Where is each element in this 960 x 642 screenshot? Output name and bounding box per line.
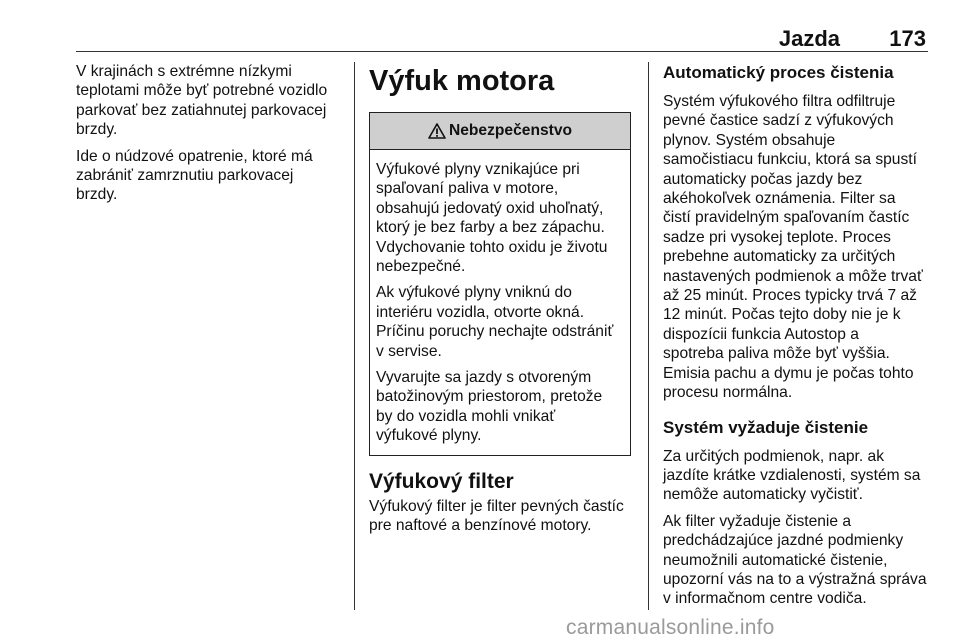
warning-triangle-icon [428, 123, 446, 139]
text-line: batožinovým priestorom, pretože [376, 388, 603, 406]
text-line: Ak filter vyžaduje čistenie a [663, 512, 852, 530]
page-number: 173 [889, 26, 926, 51]
text-line: jazdíte krátke vzdialenosti, systém sa [663, 466, 921, 484]
danger-box-body [370, 150, 630, 455]
text-line: Výfukový filter je filter pevných častíc [369, 497, 624, 515]
heading-exhaust: Výfuk motora [369, 65, 555, 97]
text-line: dispozícii funkcia Autostop a [663, 325, 859, 343]
text-line: Systém výfukového filtra odfiltruje [663, 93, 896, 110]
column-divider-2 [648, 62, 649, 610]
text-line: nastavených podmienok a môže trvať [663, 267, 923, 285]
heading-automatic-cleaning: Automatický proces čistenia [663, 63, 894, 82]
column-1 [76, 62, 346, 212]
paragraph [369, 497, 633, 536]
text-line: predchádzajúce jazdné podmienky [663, 532, 904, 550]
paragraph [376, 368, 624, 446]
text-line: automaticky počas jazdy bez [663, 170, 863, 188]
text-line: brzdy. [76, 121, 118, 139]
text-line: brzdy. [76, 186, 118, 204]
heading-cleaning-required: Systém vyžaduje čistenie [663, 417, 869, 437]
text-line: spotreba paliva môže byť vyššia. [663, 345, 890, 363]
text-line: v servise. [376, 342, 442, 360]
danger-box-header [370, 113, 630, 150]
paragraph [376, 160, 624, 276]
text-line: v informačnom centre vodiča. [663, 590, 867, 608]
text-line: Za určitých podmienok, napr. ak [663, 447, 885, 465]
text-line: neumožnili automatické čistenie, [663, 551, 888, 569]
text-line: nebezpečné. [376, 258, 466, 276]
paragraph [76, 147, 346, 205]
text-line: čistí pravidelným spaľovaním častíc [663, 209, 910, 227]
section-title: Jazda [778, 26, 840, 51]
text-line: samočistiacu funkciu, ktorá sa spustí [663, 151, 917, 169]
text-line: Ide o núdzové opatrenie, ktoré má [76, 147, 313, 165]
text-line: Vdychovanie tohto oxidu je životu [376, 238, 608, 256]
header-rule [76, 51, 928, 52]
text-line: teplotami môže byť potrebné vozidlo [76, 82, 328, 100]
text-line: výfukové plyny. [376, 427, 482, 445]
text-line: Výfukové plyny vznikajúce pri [376, 161, 580, 178]
text-line: spaľovaní paliva v motore, [376, 180, 559, 198]
text-line: V krajinách s extrémne nízkymi [76, 63, 292, 80]
text-line: Príčinu poruchy nechajte odstrániť [376, 323, 614, 341]
text-line: upozorní vás na to a výstražná správa [663, 570, 927, 588]
text-line: plynov. Systém obsahuje [663, 131, 836, 149]
text-line: obsahujú jedovatý oxid uhoľnatý, [376, 199, 604, 217]
paragraph [76, 62, 346, 140]
page-header [76, 26, 928, 52]
text-line: až 25 minút. Proces typicky trvá 7 až [663, 287, 917, 305]
text-line: Vyvarujte sa jazdy s otvoreným [376, 369, 592, 387]
text-line: parkovať bez zatiahnutej parkovacej [76, 101, 327, 119]
text-line: Emisia pachu a dymu je počas tohto [663, 364, 914, 382]
paragraph [663, 512, 928, 609]
text-line: 12 minút. Počas tejto doby nie je k [663, 306, 901, 324]
paragraph [376, 283, 624, 361]
text-line: pre naftové a benzínové motory. [369, 517, 592, 535]
column-3 [663, 62, 928, 616]
text-line: prebehne automaticky za určitých [663, 248, 896, 266]
text-line: ktorý je bez farby a bez zápachu. [376, 219, 605, 237]
text-line: interiéru vozidla, otvorte okná. [376, 303, 585, 321]
column-2 [369, 62, 633, 543]
text-line: sadze pri vysokej teplote. Proces [663, 228, 891, 246]
text-line: procesu normálna. [663, 384, 793, 402]
text-line: zabrániť zamrznutiu parkovacej [76, 167, 294, 185]
watermark-text: carmanualsonline.info [566, 616, 775, 639]
column-divider-1 [354, 62, 355, 610]
text-line: Ak výfukové plyny vniknú do [376, 284, 572, 302]
text-line: by do vozidla mohli vnikať [376, 407, 556, 425]
danger-box-title: Nebezpečenstvo [448, 122, 573, 140]
danger-box [369, 112, 631, 456]
paragraph [663, 92, 928, 403]
text-line: nemôže automaticky vyčistiť. [663, 486, 863, 504]
heading-exhaust-filter: Výfukový filter [369, 469, 514, 493]
text-line: pevné častice sadzí z výfukových [663, 112, 894, 130]
text-line: akéhokoľvek oznámenia. Filter sa [663, 190, 896, 208]
paragraph [663, 447, 928, 505]
